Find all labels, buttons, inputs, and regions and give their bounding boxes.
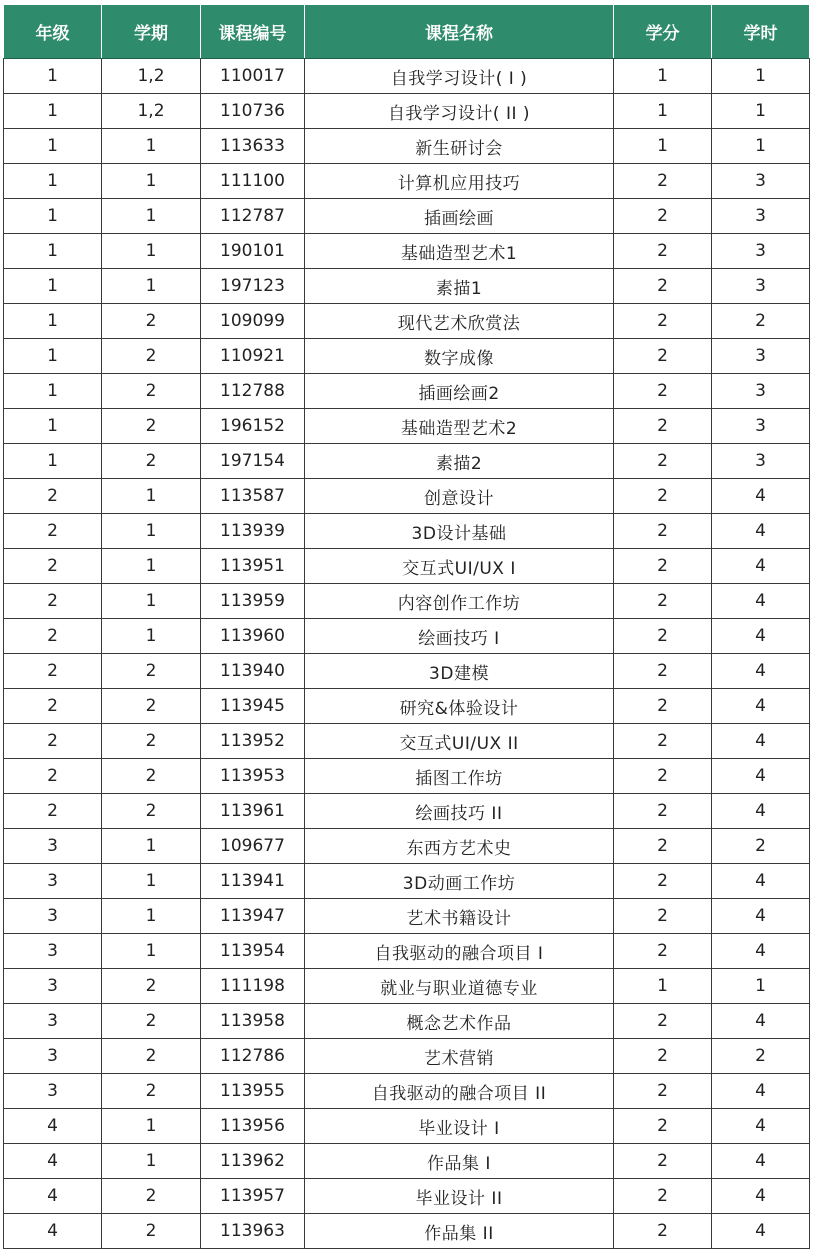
table-row <box>4 549 810 584</box>
cell-grade: 1 <box>4 409 102 444</box>
table-row <box>4 759 810 794</box>
cell-credits: 2 <box>614 549 712 584</box>
cell-course-name: 交互式UI/UX I <box>305 549 614 584</box>
cell-credits: 2 <box>614 759 712 794</box>
table-row <box>4 479 810 514</box>
cell-semester: 1 <box>102 619 201 654</box>
cell-grade: 4 <box>4 1179 102 1214</box>
cell-grade: 1 <box>4 269 102 304</box>
cell-course-name: 绘画技巧 II <box>305 794 614 829</box>
cell-semester: 2 <box>102 409 201 444</box>
cell-semester: 2 <box>102 304 201 339</box>
cell-course-name: 素描2 <box>305 444 614 479</box>
cell-semester: 1 <box>102 514 201 549</box>
cell-grade: 2 <box>4 619 102 654</box>
cell-course-name: 绘画技巧 I <box>305 619 614 654</box>
cell-credits: 2 <box>614 1214 712 1249</box>
cell-grade: 3 <box>4 864 102 899</box>
course-table-container <box>3 4 809 1249</box>
cell-grade: 1 <box>4 234 102 269</box>
cell-semester: 2 <box>102 724 201 759</box>
cell-grade: 4 <box>4 1214 102 1249</box>
cell-credits: 2 <box>614 654 712 689</box>
cell-credits: 2 <box>614 899 712 934</box>
cell-grade: 1 <box>4 164 102 199</box>
cell-hours: 4 <box>712 689 810 724</box>
cell-grade: 4 <box>4 1109 102 1144</box>
cell-semester: 1 <box>102 269 201 304</box>
header-semester: 学期 <box>102 5 201 59</box>
cell-grade: 1 <box>4 59 102 94</box>
cell-grade: 3 <box>4 1074 102 1109</box>
cell-course-code: 113958 <box>201 1004 305 1039</box>
table-row <box>4 129 810 164</box>
cell-course-name: 交互式UI/UX II <box>305 724 614 759</box>
table-row <box>4 94 810 129</box>
cell-grade: 3 <box>4 1039 102 1074</box>
cell-course-name: 自我驱动的融合项目 I <box>305 934 614 969</box>
cell-course-name: 插画绘画 <box>305 199 614 234</box>
table-row <box>4 969 810 1004</box>
cell-hours: 2 <box>712 829 810 864</box>
cell-credits: 1 <box>614 59 712 94</box>
cell-hours: 4 <box>712 1179 810 1214</box>
cell-semester: 1 <box>102 479 201 514</box>
cell-course-code: 111100 <box>201 164 305 199</box>
cell-credits: 1 <box>614 94 712 129</box>
cell-course-name: 自我学习设计( I ) <box>305 59 614 94</box>
table-row <box>4 234 810 269</box>
cell-grade: 2 <box>4 654 102 689</box>
table-row <box>4 409 810 444</box>
cell-grade: 3 <box>4 899 102 934</box>
table-row <box>4 619 810 654</box>
cell-credits: 2 <box>614 444 712 479</box>
cell-semester: 2 <box>102 794 201 829</box>
cell-course-code: 113963 <box>201 1214 305 1249</box>
header-row <box>4 5 810 59</box>
cell-semester: 2 <box>102 1214 201 1249</box>
cell-hours: 4 <box>712 549 810 584</box>
cell-hours: 4 <box>712 794 810 829</box>
table-row <box>4 304 810 339</box>
cell-credits: 2 <box>614 1144 712 1179</box>
cell-credits: 2 <box>614 1109 712 1144</box>
cell-course-name: 创意设计 <box>305 479 614 514</box>
cell-semester: 2 <box>102 444 201 479</box>
cell-semester: 2 <box>102 1004 201 1039</box>
cell-semester: 1,2 <box>102 94 201 129</box>
cell-course-code: 113955 <box>201 1074 305 1109</box>
cell-hours: 2 <box>712 304 810 339</box>
table-row <box>4 584 810 619</box>
table-header <box>4 5 810 59</box>
cell-semester: 1 <box>102 899 201 934</box>
cell-grade: 3 <box>4 1004 102 1039</box>
cell-course-code: 112788 <box>201 374 305 409</box>
cell-course-name: 插画绘画2 <box>305 374 614 409</box>
cell-semester: 1 <box>102 1109 201 1144</box>
cell-semester: 1 <box>102 129 201 164</box>
cell-grade: 1 <box>4 129 102 164</box>
cell-hours: 3 <box>712 339 810 374</box>
cell-course-name: 概念艺术作品 <box>305 1004 614 1039</box>
cell-course-name: 就业与职业道德专业 <box>305 969 614 1004</box>
cell-hours: 4 <box>712 619 810 654</box>
table-row <box>4 1074 810 1109</box>
cell-hours: 4 <box>712 584 810 619</box>
cell-course-name: 自我驱动的融合项目 II <box>305 1074 614 1109</box>
header-course-name: 课程名称 <box>305 5 614 59</box>
cell-course-name: 艺术营销 <box>305 1039 614 1074</box>
cell-course-code: 113939 <box>201 514 305 549</box>
cell-hours: 3 <box>712 234 810 269</box>
cell-course-name: 素描1 <box>305 269 614 304</box>
table-body <box>4 59 810 1249</box>
cell-course-name: 自我学习设计( II ) <box>305 94 614 129</box>
table-row <box>4 1004 810 1039</box>
cell-semester: 1 <box>102 829 201 864</box>
table-row <box>4 444 810 479</box>
cell-credits: 2 <box>614 1074 712 1109</box>
cell-course-name: 3D设计基础 <box>305 514 614 549</box>
cell-course-name: 作品集 I <box>305 1144 614 1179</box>
cell-grade: 2 <box>4 584 102 619</box>
cell-semester: 2 <box>102 374 201 409</box>
cell-grade: 3 <box>4 969 102 1004</box>
cell-grade: 2 <box>4 759 102 794</box>
table-row <box>4 339 810 374</box>
cell-credits: 2 <box>614 479 712 514</box>
cell-hours: 4 <box>712 514 810 549</box>
cell-semester: 1 <box>102 584 201 619</box>
cell-course-name: 艺术书籍设计 <box>305 899 614 934</box>
cell-credits: 2 <box>614 724 712 759</box>
cell-course-code: 110736 <box>201 94 305 129</box>
cell-grade: 1 <box>4 94 102 129</box>
cell-credits: 2 <box>614 1039 712 1074</box>
cell-course-code: 113952 <box>201 724 305 759</box>
table-row <box>4 199 810 234</box>
cell-hours: 4 <box>712 1074 810 1109</box>
table-row <box>4 864 810 899</box>
cell-credits: 2 <box>614 1004 712 1039</box>
cell-semester: 2 <box>102 1039 201 1074</box>
cell-course-code: 113956 <box>201 1109 305 1144</box>
cell-course-code: 113960 <box>201 619 305 654</box>
cell-hours: 4 <box>712 1109 810 1144</box>
cell-course-code: 110017 <box>201 59 305 94</box>
cell-semester: 2 <box>102 1074 201 1109</box>
cell-credits: 2 <box>614 409 712 444</box>
cell-semester: 2 <box>102 969 201 1004</box>
cell-course-code: 113959 <box>201 584 305 619</box>
cell-semester: 1 <box>102 234 201 269</box>
cell-semester: 2 <box>102 689 201 724</box>
cell-course-code: 113945 <box>201 689 305 724</box>
cell-course-code: 111198 <box>201 969 305 1004</box>
cell-semester: 2 <box>102 1179 201 1214</box>
cell-course-code: 109677 <box>201 829 305 864</box>
cell-course-code: 113953 <box>201 759 305 794</box>
cell-course-name: 现代艺术欣赏法 <box>305 304 614 339</box>
cell-hours: 4 <box>712 934 810 969</box>
cell-course-code: 113633 <box>201 129 305 164</box>
cell-credits: 2 <box>614 619 712 654</box>
header-hours: 学时 <box>712 5 810 59</box>
table-row <box>4 1179 810 1214</box>
cell-credits: 2 <box>614 234 712 269</box>
cell-course-code: 109099 <box>201 304 305 339</box>
cell-credits: 1 <box>614 129 712 164</box>
cell-credits: 2 <box>614 374 712 409</box>
table-row <box>4 794 810 829</box>
cell-course-code: 113957 <box>201 1179 305 1214</box>
cell-credits: 2 <box>614 269 712 304</box>
cell-grade: 2 <box>4 724 102 759</box>
cell-grade: 1 <box>4 444 102 479</box>
cell-credits: 2 <box>614 584 712 619</box>
cell-hours: 4 <box>712 1004 810 1039</box>
cell-credits: 2 <box>614 164 712 199</box>
cell-course-name: 作品集 II <box>305 1214 614 1249</box>
table-row <box>4 1109 810 1144</box>
cell-hours: 2 <box>712 1039 810 1074</box>
table-row <box>4 654 810 689</box>
cell-hours: 4 <box>712 759 810 794</box>
cell-credits: 2 <box>614 304 712 339</box>
cell-credits: 2 <box>614 794 712 829</box>
cell-course-name: 东西方艺术史 <box>305 829 614 864</box>
cell-credits: 2 <box>614 199 712 234</box>
header-credits: 学分 <box>614 5 712 59</box>
header-course-code: 课程编号 <box>201 5 305 59</box>
cell-semester: 1 <box>102 934 201 969</box>
cell-hours: 4 <box>712 654 810 689</box>
cell-hours: 3 <box>712 409 810 444</box>
cell-credits: 2 <box>614 829 712 864</box>
table-row <box>4 689 810 724</box>
cell-course-name: 3D动画工作坊 <box>305 864 614 899</box>
table-row <box>4 1214 810 1249</box>
cell-credits: 2 <box>614 864 712 899</box>
cell-grade: 1 <box>4 339 102 374</box>
cell-hours: 1 <box>712 969 810 1004</box>
table-row <box>4 164 810 199</box>
cell-semester: 2 <box>102 339 201 374</box>
cell-hours: 1 <box>712 94 810 129</box>
cell-grade: 1 <box>4 374 102 409</box>
cell-hours: 1 <box>712 129 810 164</box>
cell-hours: 3 <box>712 199 810 234</box>
cell-hours: 1 <box>712 59 810 94</box>
table-row <box>4 1144 810 1179</box>
course-table <box>3 4 810 1249</box>
table-row <box>4 934 810 969</box>
cell-course-code: 113947 <box>201 899 305 934</box>
cell-semester: 1 <box>102 864 201 899</box>
cell-course-name: 内容创作工作坊 <box>305 584 614 619</box>
cell-grade: 4 <box>4 1144 102 1179</box>
cell-course-code: 113962 <box>201 1144 305 1179</box>
cell-semester: 1 <box>102 199 201 234</box>
table-row <box>4 899 810 934</box>
cell-course-code: 113941 <box>201 864 305 899</box>
cell-hours: 3 <box>712 269 810 304</box>
cell-course-code: 112787 <box>201 199 305 234</box>
cell-hours: 4 <box>712 864 810 899</box>
cell-course-code: 190101 <box>201 234 305 269</box>
cell-grade: 3 <box>4 934 102 969</box>
cell-hours: 4 <box>712 1214 810 1249</box>
cell-semester: 1 <box>102 549 201 584</box>
cell-grade: 1 <box>4 304 102 339</box>
cell-grade: 2 <box>4 514 102 549</box>
table-row <box>4 1039 810 1074</box>
cell-course-code: 113961 <box>201 794 305 829</box>
table-row <box>4 59 810 94</box>
cell-course-name: 计算机应用技巧 <box>305 164 614 199</box>
cell-course-name: 毕业设计 II <box>305 1179 614 1214</box>
cell-credits: 2 <box>614 339 712 374</box>
cell-course-name: 基础造型艺术2 <box>305 409 614 444</box>
cell-semester: 2 <box>102 759 201 794</box>
cell-grade: 2 <box>4 549 102 584</box>
cell-hours: 3 <box>712 444 810 479</box>
cell-course-code: 112786 <box>201 1039 305 1074</box>
table-row <box>4 374 810 409</box>
cell-credits: 2 <box>614 934 712 969</box>
cell-course-code: 197154 <box>201 444 305 479</box>
table-row <box>4 829 810 864</box>
cell-grade: 1 <box>4 199 102 234</box>
cell-semester: 1 <box>102 164 201 199</box>
cell-credits: 2 <box>614 514 712 549</box>
cell-grade: 3 <box>4 829 102 864</box>
cell-course-code: 197123 <box>201 269 305 304</box>
cell-hours: 4 <box>712 724 810 759</box>
cell-course-name: 数字成像 <box>305 339 614 374</box>
cell-course-name: 新生研讨会 <box>305 129 614 164</box>
cell-hours: 4 <box>712 899 810 934</box>
table-row <box>4 514 810 549</box>
cell-hours: 4 <box>712 1144 810 1179</box>
cell-course-code: 110921 <box>201 339 305 374</box>
cell-credits: 2 <box>614 1179 712 1214</box>
cell-course-name: 3D建模 <box>305 654 614 689</box>
cell-hours: 3 <box>712 164 810 199</box>
cell-course-name: 研究&体验设计 <box>305 689 614 724</box>
cell-course-code: 113954 <box>201 934 305 969</box>
table-row <box>4 269 810 304</box>
cell-semester: 2 <box>102 654 201 689</box>
cell-semester: 1,2 <box>102 59 201 94</box>
cell-course-name: 插图工作坊 <box>305 759 614 794</box>
cell-grade: 2 <box>4 794 102 829</box>
cell-credits: 2 <box>614 689 712 724</box>
cell-course-code: 113940 <box>201 654 305 689</box>
cell-course-name: 毕业设计 I <box>305 1109 614 1144</box>
cell-course-code: 113587 <box>201 479 305 514</box>
cell-course-name: 基础造型艺术1 <box>305 234 614 269</box>
header-grade: 年级 <box>4 5 102 59</box>
cell-course-code: 196152 <box>201 409 305 444</box>
cell-grade: 2 <box>4 479 102 514</box>
cell-semester: 1 <box>102 1144 201 1179</box>
table-row <box>4 724 810 759</box>
cell-grade: 2 <box>4 689 102 724</box>
cell-hours: 4 <box>712 479 810 514</box>
cell-hours: 3 <box>712 374 810 409</box>
cell-course-code: 113951 <box>201 549 305 584</box>
cell-credits: 1 <box>614 969 712 1004</box>
